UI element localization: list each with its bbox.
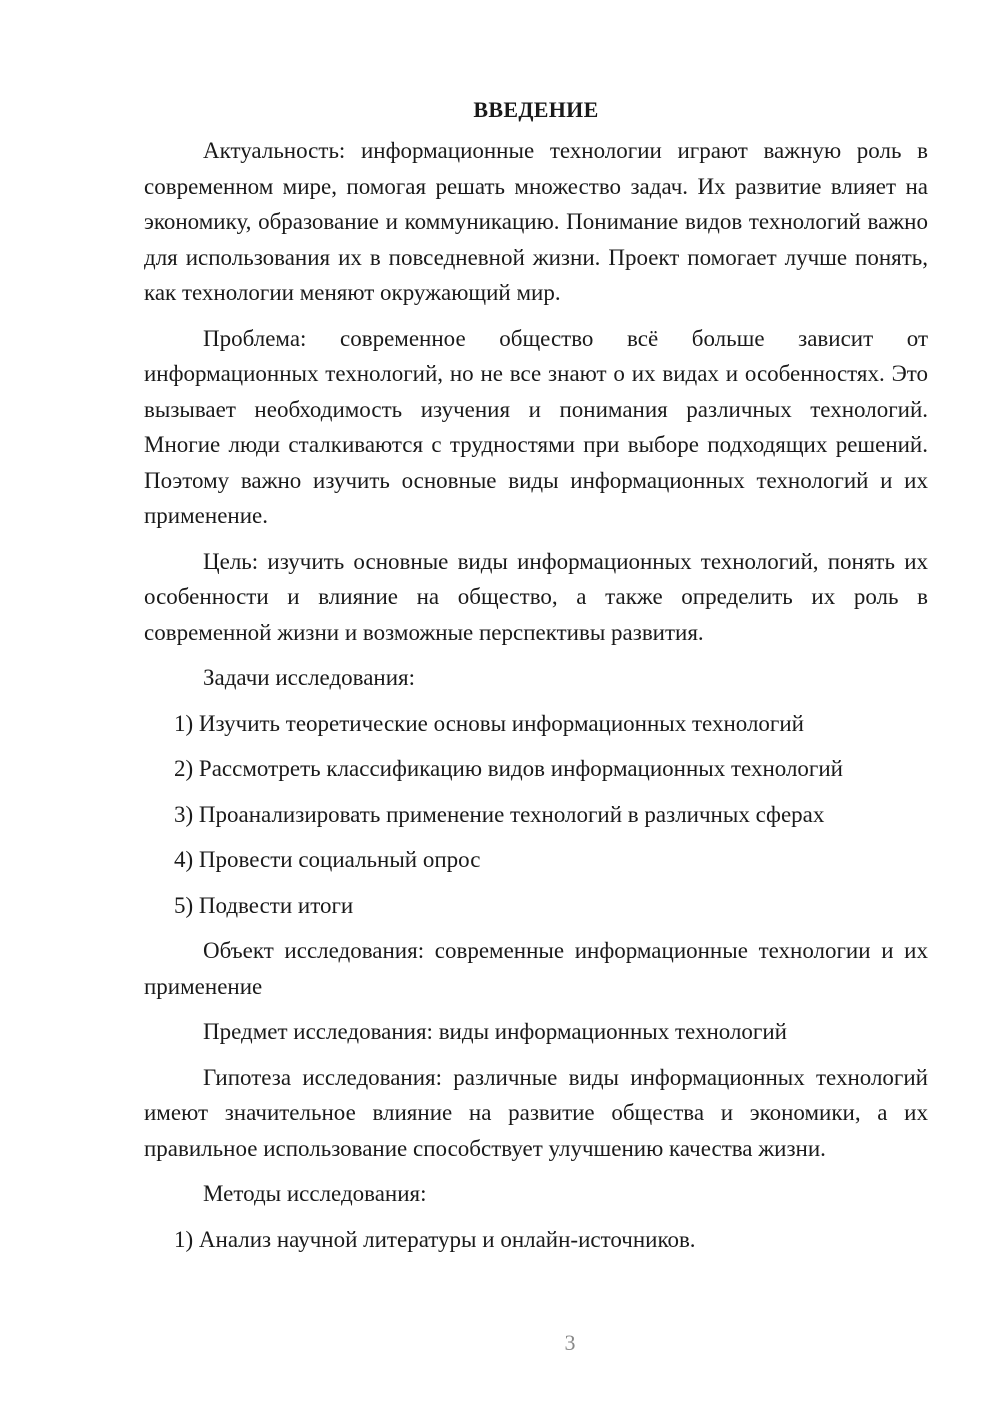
document-page (144, 92, 928, 1267)
list-item: 5) Подвести итоги (174, 892, 354, 918)
list-item: 1) Изучить теоретические основы информационных технологий (174, 710, 804, 736)
tasks-heading: Задачи исследования: (203, 665, 416, 690)
list-item: 3) Проанализировать применение технологий в различных сферах (174, 801, 825, 827)
paragraph-relevance: Актуальность: информационные технологии играют важную роль в современном мире, помогая решать множество задач. Их развитие влияет на экономику, образование и коммуникацию. Понимание видов технологий важно для использования их в повседневной жизни. Проект помогает лучше понять, как технологии меняют окружающий мир. (144, 138, 928, 305)
paragraph-subject: Предмет исследования: виды информационных технологий (203, 1019, 787, 1044)
paragraph-object: Объект исследования: современные информационные технологии и их применение (144, 938, 928, 999)
paragraph-hypothesis: Гипотеза исследования: различные виды информационных технологий имеют значительное влияние на развитие общества и экономики, а их правильное использование способствует улучшению качества жизни. (144, 1064, 928, 1161)
paragraph-problem: Проблема: современное общество всё больше зависит от информационных технологий, но не все знают о их видах и особенностях. Это вызывает необходимость изучения и понимания различных технологий. Многие люди сталкиваются с трудностями при выборе подходящих решений. Поэтому важно изучить основные виды информационных технологий и их применение. (144, 325, 928, 528)
paragraph-goal: Цель: изучить основные виды информационных технологий, понять их особенности и влияние на общество, а также определить их роль в современной жизни и возможные перспективы развития. (144, 548, 928, 645)
methods-heading: Методы исследования: (203, 1181, 427, 1206)
page-number: 3 (564, 1330, 576, 1355)
tasks-list (144, 706, 928, 924)
section-title: ВВЕДЕНИЕ (473, 97, 599, 122)
list-item: 1) Анализ научной литературы и онлайн-источников. (174, 1226, 696, 1252)
methods-list (144, 1222, 928, 1258)
list-item: 4) Провести социальный опрос (174, 847, 481, 872)
list-item: 2) Рассмотреть классификацию видов информационных технологий (174, 756, 843, 781)
